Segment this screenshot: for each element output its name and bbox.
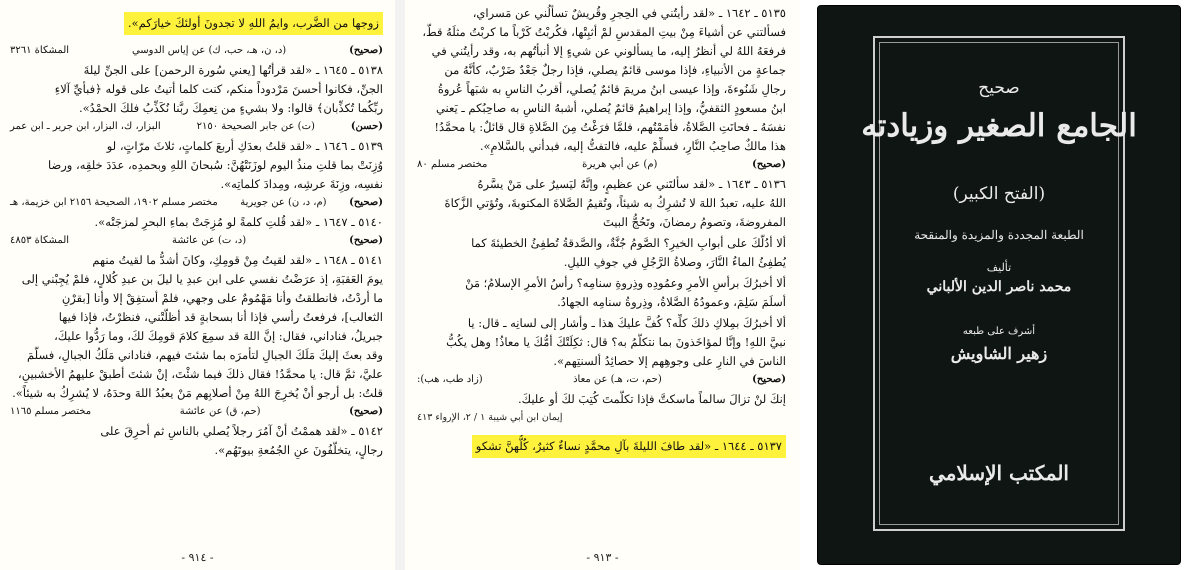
text-line: ما أردْتُ، فانطلقتُ وأنا مَهْمُومٌ على وجهي، فلمْ أستفِقْ إلا وأنا [بقرْنِ bbox=[61, 291, 383, 305]
hadith-text bbox=[417, 234, 786, 272]
source-book: البزار، ك، البزار، ابن جرير ـ ابن عمر bbox=[10, 121, 161, 132]
grade-label: (حسن) bbox=[350, 121, 383, 132]
grading-line bbox=[10, 121, 383, 132]
text-line: أسلَمَ سَلِمَ، وعمودُهُ الصَّلاةُ، وذِروةُ سنامِه الجهادُ. bbox=[557, 295, 786, 309]
text-line: اللهُ عليه، تعبدُ اللهَ لا تُشرِكُ به شيئاً، وتُقيمُ الصَّلاةَ المكتوبةَ، وتُؤتي الزَّكاةَ bbox=[444, 196, 786, 210]
text-line: المفروضةَ، وتصومُ رمضانَ، وتَحُجُّ البيتَ bbox=[603, 215, 786, 229]
text-line: ألا أخبرُكَ بمِلاكِ ذلكَ كلِّه؟ كُفَّ عليكَ هذا ـ وأشار إلى لسانِه ـ قال: يا bbox=[467, 316, 786, 330]
source-ref: (ت) عن جابر الصحيحة ٢١٥٠ bbox=[196, 121, 315, 132]
cover-supervisor-label: أشرف على طبعه bbox=[962, 326, 1036, 337]
cover-subtitle: (الفتح الكبير) bbox=[952, 184, 1046, 204]
page-gutter bbox=[395, 0, 405, 570]
source-book: مختصر مسلم ١٩٠٢، الصحيحة ٢١٥٦ ابن خزيمة، هـ bbox=[10, 197, 218, 208]
hadith-text bbox=[417, 314, 786, 371]
text-line: ٥١٣٥ ـ ١٦٤٢ ـ «لقد رأيتُني في الحِجرِ وقُريشٌ تسألُني عن مَسراي، bbox=[472, 6, 786, 20]
source-ref: (م) عن أبي هريرة bbox=[582, 159, 658, 170]
cover-publisher: المكتب الإسلامي bbox=[929, 461, 1069, 485]
text-line: جماعةٍ من الأنبياءِ، فإذا موسى قائمٌ يصلي، فإذا رجلٌ جَعْدٌ ضَرْبٌ، كأنَّهُ من bbox=[444, 63, 786, 77]
text-line: الناسَ في النارِ على وجوهِهم إلا حصائِدُ ألسنتِهم». bbox=[553, 354, 786, 368]
hadith-text bbox=[417, 4, 786, 156]
cover-author: محمد ناصر الدين الألباني bbox=[926, 279, 1072, 295]
cover-edition: الطبعة المجددة والمزيدة والمنقحة bbox=[914, 228, 1084, 242]
text-line: ألا أخبرُكَ برأسِ الأمرِ وعمُودِه وذِروةِ سنامِه؟ رأسُ الأمرِ الإسلامُ؛ مَنْ bbox=[465, 276, 786, 290]
text-line: إنكَ لنْ تزالَ سالماً ماسكتَّ فإذا تكلَّمتَ كُتِبَ لكَ أو عليكَ. bbox=[517, 392, 786, 406]
text-line: ٥١٤١ ـ ١٦٤٨ ـ «لقد لقيتُ مِنْ قومِكِ، وكانَ أشدُّ ما لقيتُ منهم bbox=[92, 253, 383, 267]
hadith-text bbox=[417, 390, 786, 409]
text-line: عليَّ، ثمَّ قال: يا محمَّدُ! فقال ذلكَ فيما شئْتَ، إنْ شئتَ أطبقْ عليهمُ الأخشبينِ، bbox=[18, 367, 383, 381]
text-line: نفسِه، وزِنَةَ عرشِه، ومِدادَ كلماتِه». bbox=[220, 177, 383, 191]
grade-label: (صحيح) bbox=[752, 374, 786, 385]
highlighted-text-top: زوجها من الضَّرب، وايمُ اللهِ لا تجدونَ أولئكَ خيارَكم». bbox=[124, 12, 383, 35]
grading-line bbox=[417, 374, 786, 385]
hadith-text bbox=[10, 251, 383, 403]
grade-label: (صحيح) bbox=[349, 406, 383, 417]
text-line: ٥١٣٩ ـ ١٦٤٦ ـ «لقد قلتُ بعدَكِ أربعَ كلماتٍ، ثلاثَ مرّاتٍ، لو bbox=[106, 139, 383, 153]
source-ref: (حم، ق) عن عائشة bbox=[179, 406, 261, 417]
book-cover-panel bbox=[800, 0, 1200, 570]
grading-line bbox=[10, 406, 383, 417]
text-line: فسألتني عن أشياءَ مِنْ بيتِ المقدسِ لمْ أثبِتْها، فكُربْتُ كَرْباً ما كربْتُ مثلَهُ قطُّ، bbox=[422, 25, 786, 39]
right-page-content bbox=[417, 0, 786, 409]
source-ref: (م، د، ن) عن جويرية bbox=[240, 197, 327, 208]
page-number-913: - ٩١٣ - bbox=[586, 551, 619, 564]
text-line: قلتُ: بل أرجو أنْ يُخرِجَ اللهُ مِنْ أصلابِهم مَنْ يعبُدُ اللهَ وحدَهُ، لا يُشرِكُ به شيئاً». bbox=[12, 386, 383, 400]
text-line: الثعالب]، فرفعتُ رأسي فإذا أنا بسحابةٍ قد أظلَّتْني، فنظرْتُ، فإذا فيها bbox=[58, 310, 383, 324]
hadith-text bbox=[10, 422, 383, 460]
source-ref: (د، ن، هـ، حب، ك) عن إياس الدوسي bbox=[131, 45, 287, 56]
text-line: رجالِ شَنُوءةَ، وإذا عيسى ابنُ مريمَ قائمٌ يُصلي، أقربُ الناسِ به شبَهاً عُروةُ bbox=[437, 82, 786, 96]
grading-line bbox=[10, 45, 383, 56]
cover-line-sahih: صحيح bbox=[978, 78, 1020, 98]
left-page-914 bbox=[0, 0, 395, 570]
text-line: ابنُ مسعودٍ الثقفيُّ، وإذا إبراهيمُ قائمٌ يُصلي، أشبهُ الناسِ به صاحِبُكم ـ يَعني bbox=[435, 101, 786, 115]
text-line: جبريلُ، فناداني، فقال: إنَّ اللهَ قد سمِعَ كلامَ قومِكَ لكَ، وما رَدُّوا عليكَ، bbox=[54, 329, 383, 343]
text-line: ٥١٤٢ ـ «لقد هممْتُ أنْ آمُرَ رجلاً يُصلي بالناسِ ثم أحرِقَ على bbox=[100, 424, 383, 438]
source-book: المشكاة ٣٢٦١ bbox=[10, 45, 70, 56]
text-line: يُطفِئُ الماءُ النَّارَ، وصلاةُ الرَّجُلِ في جوفِ الليلِ. bbox=[563, 255, 786, 269]
text-line: ربِّكُما تُكذِّبان﴾ قالوا: ولا بشيءٍ من نِعمِكَ ربَّنا نُكَذِّبُ فلكَ الحمْدُ». bbox=[78, 101, 383, 115]
source-book: المشكاة ٤٨٥٣ bbox=[10, 235, 70, 246]
source-ref: (حم، ت، هـ) عن معاذ bbox=[573, 374, 662, 385]
text-line: الجنِّ، فكانوا أحسنَ مَرْدوداً منكم، كنت كلما أتيتُ على قوله ﴿فبأيِّ آلاءِ bbox=[54, 82, 383, 96]
grade-label: (صحيح) bbox=[752, 159, 786, 170]
text-line: ٥١٣٨ ـ ١٦٤٥ ـ «لقد قرأتُها [يعني سُورة الرحمن] على الجنِّ ليلةَ bbox=[83, 63, 383, 77]
grade-label: (صحيح) bbox=[349, 235, 383, 246]
text-line: ألا أدُلُّكَ على أبوابِ الخيرِ؟ الصَّومُ جُنَّةٌ، والصَّدقةُ تُطفِئُ الخطيئةَ كما bbox=[471, 236, 786, 250]
highlighted-text-bottom: ٥١٣٧ ـ ١٦٤٤ ـ «لقد طافَ الليلةَ بآلِ محمَّدٍ نساءٌ كثيرٌ، كُلُّهنَّ تشكو bbox=[472, 435, 786, 458]
source-book: مختصر مسلم ٨٠ bbox=[417, 159, 488, 170]
left-page-content bbox=[10, 45, 383, 460]
book-cover bbox=[818, 6, 1180, 564]
cover-title: الجامع الصغير وزيادته bbox=[861, 108, 1137, 144]
source-ref: (د، ت) عن عائشة bbox=[172, 235, 247, 246]
text-line: هذا مالكٌ صاحِبُ النَّارِ، فسلِّمْ عليه، فالتفتُّ إليه، فبدأني بالسَّلامِ». bbox=[479, 139, 786, 153]
text-line: ٥١٣٦ ـ ١٦٤٣ ـ «لقد سألتَني عن عظيمٍ، وإنَّهُ ليَسيرٌ على مَنْ يسَّرهُ bbox=[477, 177, 786, 191]
hadith-text bbox=[10, 137, 383, 194]
hadith-text bbox=[417, 274, 786, 312]
text-line: وقد بعثَ إليكَ مَلَكَ الجبالِ لتأمرَه بما شئتَ فيهم، فناداني مَلَكُ الجبالِ، فسلَّمَ bbox=[27, 348, 383, 362]
cover-author-label: تأليف bbox=[986, 261, 1012, 274]
grading-line bbox=[417, 159, 786, 170]
text-line: فرفعَهُ اللهُ لي أنظرُ إليه، ما يسألوني عن شيءٍ إلا أنبأتُهم به، وقد رأيتُني في bbox=[431, 44, 786, 58]
page-number-914: - ٩١٤ - bbox=[181, 551, 214, 564]
hadith-text bbox=[417, 175, 786, 232]
grading-line bbox=[10, 235, 383, 246]
grading-line bbox=[10, 197, 383, 208]
text-line: يومَ العَقبَةِ، إذ عرَضْتُ نفسي على ابن عبدِ يا ليلَ بن عبدِ كُلالٍ، فلمْ يُجِبْني إلى bbox=[21, 272, 383, 286]
right-page-913 bbox=[405, 0, 800, 570]
text-line: ٥١٤٠ ـ ١٦٤٧ ـ «لقد قُلتِ كلمةً لو مُزِجَتْ بماءِ البحرِ لمزجَتْه». bbox=[94, 215, 383, 229]
hadith-text bbox=[10, 61, 383, 118]
grade-label: (صحيح) bbox=[349, 197, 383, 208]
text-line: رجالٍ، يتخلَّفُونَ عنِ الجُمُعةِ بيوتَهُم». bbox=[214, 443, 383, 457]
source-book: مختصر مسلم ١١٦٥ bbox=[10, 406, 92, 417]
footnote: إيمان ابن أبي شيبة ١ / ٢، الإرواء ٤١٣ bbox=[417, 412, 563, 423]
text-line: نفسَهُ ـ فحانَتِ الصَّلاةُ، فأمَمْتُهم، فلمَّا فرَغْتُ مِنَ الصَّلاةِ قال قائلٌ: يا محمَّدُ! bbox=[434, 120, 786, 134]
source-book: (زاد طب، هب): bbox=[417, 374, 483, 385]
grade-label: (صحيح) bbox=[349, 45, 383, 56]
hadith-text bbox=[10, 213, 383, 232]
text-line: وُزِنَتْ بما قلتِ منذُ اليوم لوزَنَتْهُنَّ: سُبحانَ اللهِ وبحمدِه، عدَدَ خلقِه، ورضا bbox=[47, 158, 383, 172]
text-line: نبيَّ اللهِ! وإنَّا لمؤاخَذونَ بما نتكلَّمُ به؟ قال: ثكِلَتْكَ أمُّكَ يا معاذُ! وهل يكُبُّ bbox=[446, 335, 786, 349]
cover-supervisor: زهير الشاويش bbox=[950, 344, 1048, 363]
